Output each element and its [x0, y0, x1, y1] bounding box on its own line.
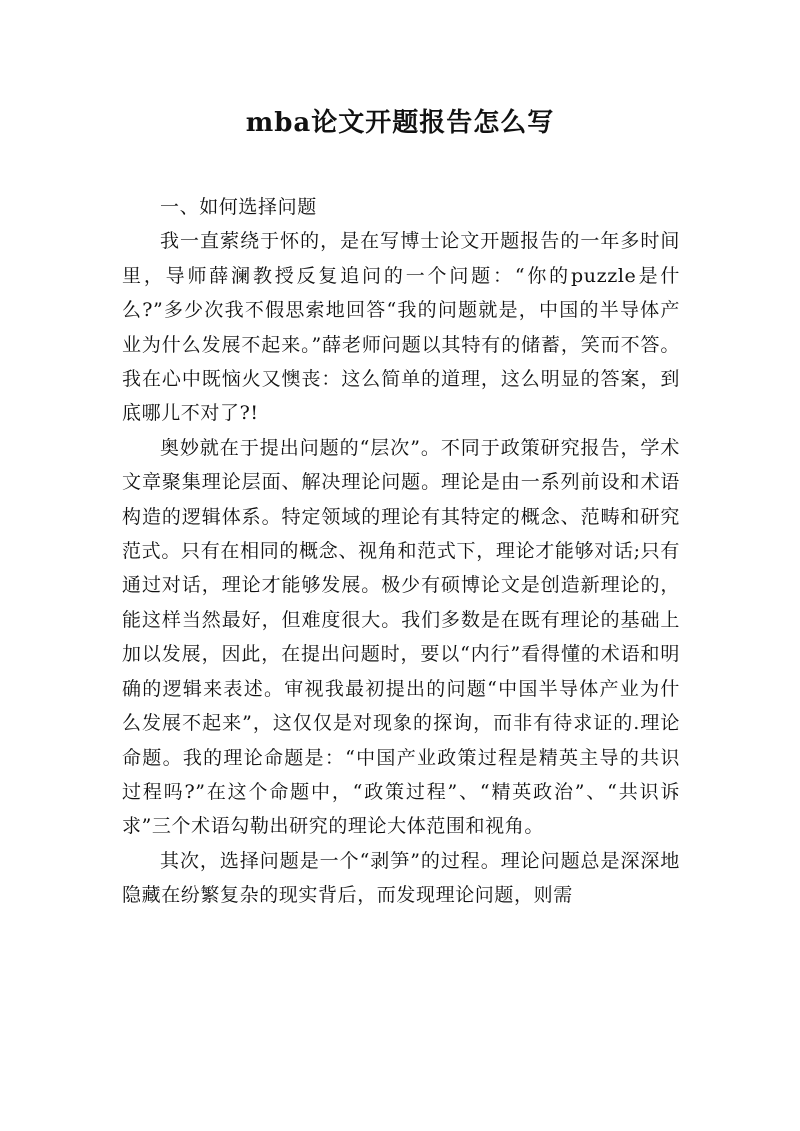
page-title: mba论文开题报告怎么写 — [245, 108, 555, 138]
paragraph-1: 我一直萦绕于怀的，是在写博士论文开题报告的一年多时间里，导师薛澜教授反复追问的一个问题：“你的puzzle是什么?”多少次我不假思索地回答“我的问题就是，中国的半导体产业为什么发展不起来。”薛老师问题以其特有的储蓄，笑而不答。我在心中既恼火又懊丧：这么简单的道理，这么明显的答案，到底哪儿不对了?! — [122, 230, 680, 425]
section-heading: 一、如何选择问题 — [160, 196, 317, 218]
document-body — [122, 190, 680, 913]
paragraph-3: 其次，选择问题是一个“剥笋”的过程。理论问题总是深深地隐藏在纷繁复杂的现实背后，而发现理论问题，则需 — [122, 849, 680, 907]
paragraph-2: 奥妙就在于提出问题的“层次”。不同于政策研究报告，学术文章聚集理论层面、解决理论问题。理论是由一系列前设和术语构造的逻辑体系。特定领域的理论有其特定的概念、范畴和研究范式。只有在相同的概念、视角和范式下，理论才能够对话;只有通过对话，理论才能够发展。极少有硕博论文是创造新理论的，能这样当然最好，但难度很大。我们多数是在既有理论的基础上加以发展，因此，在提出问题时，要以“内行”看得懂的术语和明确的逻辑来表述。审视我最初提出的问题“中国半导体产业为什么发展不起来”，这仅仅是对现象的探询，而非有待求证的.理论命题。我的理论命题是：“中国产业政策过程是精英主导的共识过程吗?”在这个命题中，“政策过程”、“精英政治”、“共识诉求”三个术语勾勒出研究的理论大体范围和视角。 — [122, 436, 680, 838]
